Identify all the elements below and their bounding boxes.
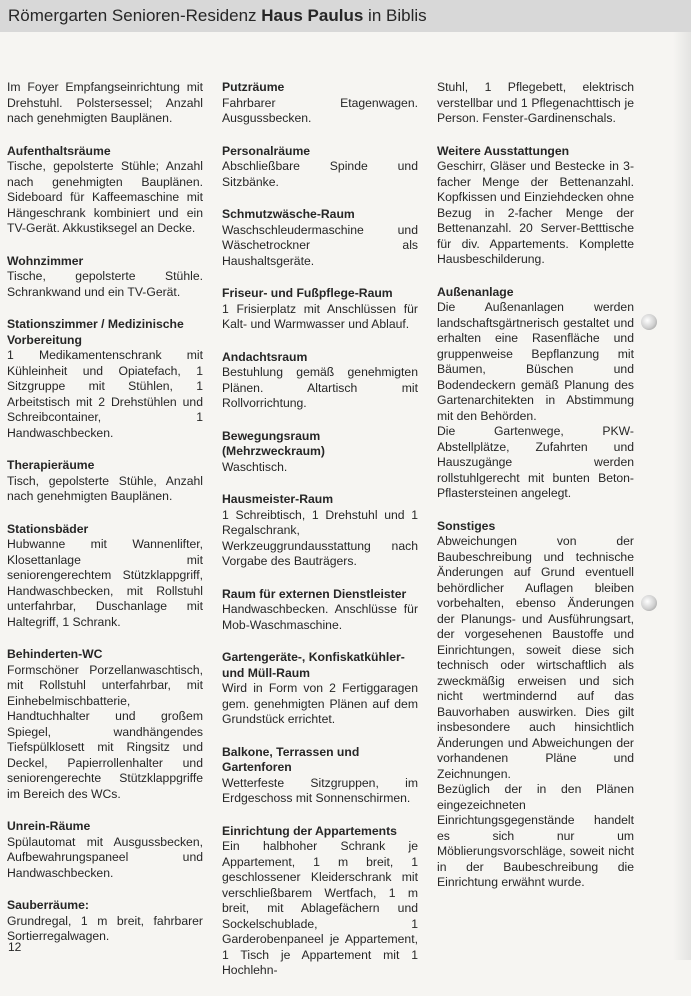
section-text: Abweichungen von der Baubeschreibung und technische Änderungen auf Grund eventuell behördlicher Auflagen bleiben vorbehalten, ebenso Änderungen der Planungs- und Ausführungsart, der vorgesehenen Baustoffe und Einrichtungen, soweit diese sich technisch oder wirtschaftlich als zweckmäßig erweisen und sich nicht wertmindernd auf das Bauvorhaben auswirken. Dies gilt insbesondere auch hinsichtlich Änderungen und Abweichungen der vorhandenen Pläne und Zeichnungen. (437, 534, 634, 781)
section-text: Bezüglich der in den Plänen eingezeichneten Einrichtungsgegenstände handelt es sich nur um Möblierungsvorschläge, soweit nicht in der Baubeschreibung die Einrichtung erwähnt wurde. (437, 782, 634, 889)
section (7, 144, 203, 237)
section (7, 522, 203, 631)
section (222, 286, 418, 333)
section-text: Im Foyer Empfangseinrichtung mit Drehstuhl. Polstersessel; Anzahl nach genehmigten Bauplänen. (7, 80, 203, 125)
section-heading: Einrichtung der Appartements (222, 823, 397, 838)
section-heading: Behinderten-WC (7, 647, 103, 661)
section-heading: Aufenthaltsräume (7, 143, 111, 158)
section-heading: Stationszimmer / Medizinische Vorbereitung (7, 317, 184, 347)
section-heading: Friseur- und Fußpflege-Raum (222, 286, 393, 300)
section-text: Die Außenanlagen werden landschaftsgärtnerisch gestaltet und erhalten eine Rasenfläche und gruppenweise Bepflanzung mit Bäumen, Büschen und Bodendeckern gemäß Planung des Gartenarchitekten in Abstimmung mit den Behörden. (437, 300, 634, 423)
section-heading: Weitere Ausstattungen (437, 143, 570, 158)
punch-hole-icon (641, 314, 657, 330)
header-location: in Biblis (368, 6, 427, 25)
section (7, 317, 203, 441)
section-text: Wird in Form von 2 Fertiggaragen gem. genehmigten Plänen auf dem Grundstück errichtet. (222, 681, 418, 726)
section-text: 1 Medikamentenschrank mit Kühleinheit und Opiatefach, 1 Sitzgruppe mit Stühlen, 1 Arbeitstisch mit 2 Drehstühlen und Schreibcontainer, 1 Handwaschbecken. (7, 348, 203, 440)
section-text: Spülautomat mit Ausgussbecken, Aufbewahrungspaneel und Handwaschbecken. (7, 834, 203, 880)
section-text: Abschließbare Spinde und Sitzbänke. (222, 159, 418, 189)
section (7, 254, 203, 301)
section-text: Tische, gepolsterte Stühle. Schrankwand und ein TV-Gerät. (7, 269, 203, 299)
section-text: Grundregal, 1 m breit, fahrbarer Sortierregalwagen. (7, 913, 203, 943)
section (222, 144, 418, 191)
section-heading: Wohnzimmer (7, 253, 84, 268)
section (437, 80, 634, 127)
section-heading: Balkone, Terrassen und Gartenforen (222, 744, 360, 774)
section (222, 587, 418, 634)
section-text: Bestuhlung gemäß genehmigten Plänen. Altartisch mit Rollvorrichtung. (222, 365, 418, 410)
section-heading: Außenanlage (437, 284, 514, 299)
section-text: Tisch, gepolsterte Stühle, Anzahl nach genehmigten Bauplänen. (7, 473, 203, 503)
section-heading: Therapieräume (7, 458, 95, 472)
section-heading: Personalräume (222, 143, 311, 158)
section-heading: Bewegungsraum (Mehrzweckraum) (222, 428, 325, 458)
section (222, 650, 418, 728)
section-heading: Stationsbäder (7, 521, 89, 536)
section (222, 207, 418, 269)
section-text: Tische, gepolsterte Stühle; Anzahl nach genehmigten Bauplänen. Sideboard für Kaffeemaschine mit Hängeschrank kombiniert und ein TV-Gerät. Akkustiksegel an Decke. (7, 159, 203, 235)
section-text: Geschirr, Gläser und Bestecke in 3-facher Menge der Bettenanzahl. Kopfkissen und Einziehdecken ohne Bezug in 2-facher Menge der Bettenanzahl. 20 Server-Betttische für div. Appartements. Komplette Hausbeschilderung. (437, 159, 634, 266)
section-text: 1 Frisierplatz mit Anschlüssen für Kalt- und Warmwasser und Ablauf. (222, 301, 418, 331)
section-heading: Hausmeister-Raum (222, 492, 334, 506)
page-header (0, 0, 691, 32)
section-text: Formschöner Porzellanwaschtisch, mit Rollstuhl unterfahrbar, mit Einhebelmischbatterie, Handtuchhalter und großem Spiegel, wandhängendes Tiefspülklosett mit Ringsitz und Deckel, Papierrollenhalter und seniorengerechte Stützklappgriffe im Bereich des WCs. (7, 662, 203, 801)
header-residence-name: Haus Paulus (261, 6, 364, 25)
section (437, 144, 634, 268)
section-text: 1 Schreibtisch, 1 Drehstuhl und 1 Regalschrank, Werkzeuggrundausstattung nach Vorgabe des Bauträgers. (222, 507, 418, 568)
section-heading: Raum für externen Dienstleister (222, 586, 407, 601)
section-text: Stuhl, 1 Pflegebett, elektrisch verstellbar und 1 Pflegenachttisch je Person. Fenster-Gardinenschals. (437, 80, 634, 125)
section-heading: Putzräume (222, 80, 285, 94)
header-prefix: Römergarten Senioren-Residenz (8, 6, 257, 25)
section (222, 429, 418, 476)
section (7, 647, 203, 802)
punch-hole-icon (641, 595, 657, 611)
section (222, 80, 418, 127)
section (7, 898, 203, 945)
page-number: 12 (8, 940, 22, 954)
header-title (8, 0, 427, 32)
section (222, 824, 418, 979)
section (222, 745, 418, 807)
section-text: Ein halbhoher Schrank je Appartement, 1 m breit, 1 geschlossener Kleiderschrank mit verschließbarem Wertfach, 1 m breit, mit Ablagefächern und Sockelschublade, 1 Garderobenpaneel je Appartement, 1 Tisch je Appartement mit 1 Hochlehn- (222, 839, 418, 977)
section (222, 350, 418, 412)
section-heading: Sauberräume: (7, 898, 89, 912)
section-text: Hubwanne mit Wannenlifter, Klosettanlage mit seniorengerechtem Stützklappgriff, Handwaschbecken, mit Rollstuhl unterfahrbar, Duschanlage mit Haltegriff, 1 Schrank. (7, 537, 203, 629)
section-text: Die Gartenwege, PKW-Abstellplätze, Zufahrten und Hauszugänge werden rollstuhlgerecht mit bunten Beton-Pflastersteinen angelegt. (437, 424, 634, 500)
section (7, 458, 203, 505)
section-text: Wetterfeste Sitzgruppen, im Erdgeschoss mit Sonnenschirmen. (222, 775, 418, 805)
section-text: Waschtisch. (222, 459, 288, 474)
section (7, 819, 203, 881)
section-heading: Sonstiges (437, 518, 496, 533)
section-heading: Andachtsraum (222, 349, 308, 364)
column-left (7, 80, 203, 962)
section-text: Handwaschbecken. Anschlüsse für Mob-Waschmaschine. (222, 602, 418, 632)
section-heading: Schmutzwäsche-Raum (222, 207, 355, 221)
section (437, 519, 634, 891)
section-heading: Unrein-Räume (7, 819, 91, 833)
section-heading: Gartengeräte-, Konfiskatkühler- und Müll-Raum (222, 650, 405, 680)
section-text: Waschschleudermaschine und Wäschetrockner als Haushaltsgeräte. (222, 222, 418, 268)
section (7, 80, 203, 127)
column-right (437, 80, 634, 908)
section-text: Fahrbarer Etagenwagen. Ausgussbecken. (222, 95, 418, 125)
section (437, 285, 634, 502)
column-middle (222, 80, 418, 996)
page-edge-shadow (673, 32, 691, 960)
section (222, 492, 418, 570)
